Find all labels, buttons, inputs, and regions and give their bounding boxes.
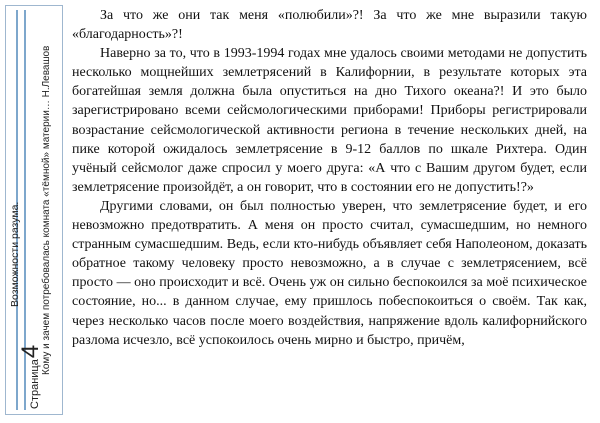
paragraph: Наверно за то, что в 1993-1994 годах мне удалось своими методами не допустить несколько мощнейших землетрясений в Калифорнии, в результате которых эта богатейшая земля должна была опуститься на дно Тихого океана?! И это было зарегистрировано всеми сейсмологическими приборами! Приборы регистрировали возрастание сейсмологической активности региона в течение нескольких дней, на пике которой ожидалось землетрясение в 9-12 баллов по шкале Рихтера. Один учёный сейсмолог даже спросил у моего друга: «А что с Вашим другом будет, если землетрясение произойдёт, а он говорит, что в состоянии его не допустить!?» — [72, 46, 587, 195]
book-title: Возможности разума. — [9, 201, 21, 307]
chapter-subtitle: Кому и зачем потребовалась комната «тёмной» материи… Н.Левашов — [41, 45, 52, 375]
paragraph: Другими словами, он был полностью уверен, что землетрясение будет, и его невозможно предотвратить. А меня он просто считал, сумасшедшим, но немного странным сумасшедшим. Ведь, если кто-нибудь объявляет себя Наполеоном, доказать обратное такому человеку просто невозможно, а в случае с землетрясением, всё просто — оно происходит и всё. Очень уж он сильно беспокоился за моё психическое состояние, но... в данном случае, ему пришлось побеспокоиться о своём. Так как, через несколько часов после моего воздействия, напряжение вдоль калифорнийского разлома исчезло, всё успокоилось очень мирно и быстро, причём, — [72, 198, 587, 348]
page-body — [72, 6, 587, 350]
paragraph: За что же они так меня «полюбили»?! За что же мне выразили такую «благодарность»?! — [72, 8, 587, 43]
page-number: 4 — [17, 344, 44, 359]
page-label: Страница — [29, 359, 41, 409]
page-indicator — [19, 345, 43, 409]
sidebar-rotated-text — [5, 5, 63, 415]
